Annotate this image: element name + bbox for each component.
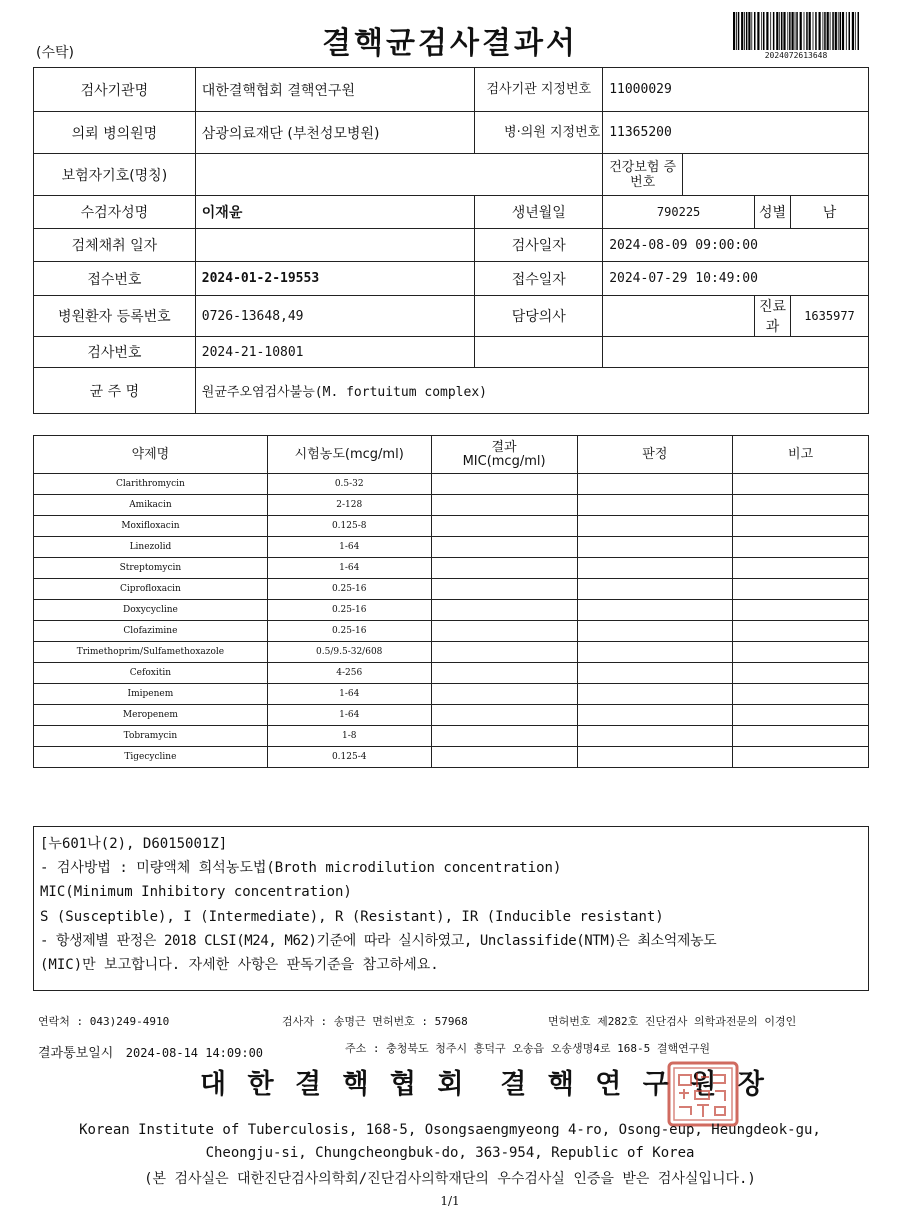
drug-row: [34, 600, 869, 621]
lab-code-value: 11000029: [603, 68, 869, 112]
drug-mic: [431, 705, 577, 726]
insurer-label: 보험자기호(명칭): [34, 154, 196, 196]
drug-range: 0.125-8: [267, 516, 431, 537]
clinic-label: 의뢰 병의원명: [34, 112, 196, 154]
header-note: 비고: [733, 436, 869, 474]
drug-note: [733, 495, 869, 516]
patient-info-table: [33, 67, 869, 414]
header-range: 시험농도(mcg/ml): [267, 436, 431, 474]
drug-range: 2-128: [267, 495, 431, 516]
test-no-value: 2024-21-10801: [195, 337, 475, 368]
drug-row: [34, 747, 869, 768]
dept-value: 1635977: [790, 296, 868, 337]
notes-box: [33, 826, 869, 991]
drug-name: Cefoxitin: [34, 663, 268, 684]
drug-mic: [431, 516, 577, 537]
drug-row: [34, 474, 869, 495]
lab-code-label: 검사기관 지정번호: [475, 68, 603, 112]
drug-row: [34, 684, 869, 705]
institute-name: 대 한 결 핵 협 회 결 핵 연 구 원 장: [200, 1069, 770, 1100]
drug-interp: [577, 684, 733, 705]
drug-row: [34, 495, 869, 516]
tester-info: 검사자 : 송명근 면허번호 : 57968: [282, 1015, 468, 1028]
drug-mic: [431, 621, 577, 642]
reg-no-value: 0726-13648,49: [195, 296, 475, 337]
drug-mic: [431, 600, 577, 621]
receipt-date-value: 2024-07-29 10:49:00: [603, 262, 869, 296]
drug-interp: [577, 495, 733, 516]
accession-label: 접수번호: [34, 262, 196, 296]
collect-date-label: 검체채취 일자: [34, 229, 196, 262]
drug-name: Tigecycline: [34, 747, 268, 768]
drug-name: Ciprofloxacin: [34, 579, 268, 600]
sex-value: 남: [790, 196, 868, 229]
drug-mic: [431, 579, 577, 600]
drug-name: Moxifloxacin: [34, 516, 268, 537]
drug-interp: [577, 747, 733, 768]
insurer-value: [195, 154, 602, 196]
drug-note: [733, 705, 869, 726]
drug-range: 0.25-16: [267, 579, 431, 600]
drug-interp: [577, 558, 733, 579]
test-no-label: 검사번호: [34, 337, 196, 368]
organism-value: 원균주오염검사불능(M. fortuitum complex): [195, 368, 868, 414]
drug-note: [733, 642, 869, 663]
drug-range: 1-64: [267, 537, 431, 558]
drug-row: [34, 663, 869, 684]
drug-note: [733, 621, 869, 642]
accession-value: 2024-01-2-19553: [195, 262, 475, 296]
document-title: 결핵균검사결과서: [322, 26, 578, 61]
drug-interp: [577, 474, 733, 495]
certification-note: (본 검사실은 대한진단검사의학회/진단검사의학재단의 우수검사실 인증을 받은 검사실입니다.): [144, 1171, 756, 1187]
dept-label: 진료과: [755, 296, 791, 337]
doctor-value: [603, 296, 755, 337]
contact-info: 연락처 : 043)249-4910: [38, 1015, 170, 1028]
address-kr: 주소 : 충청북도 청주시 흥덕구 오송읍 오송생명4로 168-5 결핵연구원: [345, 1042, 710, 1055]
drug-interp: [577, 579, 733, 600]
drug-interp: [577, 663, 733, 684]
drug-range: 4-256: [267, 663, 431, 684]
drug-row: [34, 642, 869, 663]
receipt-date-label: 접수일자: [475, 262, 603, 296]
sex-label: 성별: [755, 196, 791, 229]
drug-range: 1-8: [267, 726, 431, 747]
clinic-value: 삼광의료재단 (부천성모병원): [195, 112, 475, 154]
drug-name: Meropenem: [34, 705, 268, 726]
organism-label: 균 주 명: [34, 368, 196, 414]
address-en-line1: Korean Institute of Tuberculosis, 168-5, Osongsaengmyeong 4-ro, Osong-eup, Heungdeok-gu,: [79, 1122, 821, 1138]
drug-interp: [577, 642, 733, 663]
drug-note: [733, 558, 869, 579]
barcode: [732, 12, 860, 50]
notify-label: 결과통보일시: [38, 1046, 114, 1061]
header-mic: [431, 436, 577, 474]
birth-value: 790225: [603, 196, 755, 229]
drug-interp: [577, 726, 733, 747]
health-no-label: 건강보험 증번호: [603, 154, 683, 196]
drug-range: 0.125-4: [267, 747, 431, 768]
collect-date-value: [195, 229, 475, 262]
birth-label: 생년월일: [475, 196, 603, 229]
drug-name: Imipenem: [34, 684, 268, 705]
drug-interp: [577, 705, 733, 726]
drug-row: [34, 621, 869, 642]
drug-range: 0.5/9.5-32/608: [267, 642, 431, 663]
drug-mic: [431, 474, 577, 495]
drug-mic: [431, 537, 577, 558]
drug-note: [733, 579, 869, 600]
drug-susceptibility-table: [33, 435, 869, 768]
note-line: - 검사방법 : 미량액체 희석농도법(Broth microdilution concentration): [40, 860, 562, 877]
drug-name: Tobramycin: [34, 726, 268, 747]
address-en-line2: Cheongju-si, Chungcheongbuk-do, 363-954, Republic of Korea: [205, 1145, 695, 1161]
lab-name-label: 검사기관명: [34, 68, 196, 112]
drug-range: 1-64: [267, 684, 431, 705]
test-date-label: 검사일자: [475, 229, 603, 262]
drug-range: 0.25-16: [267, 600, 431, 621]
drug-row: [34, 516, 869, 537]
drug-row: [34, 579, 869, 600]
doctor-label: 담당의사: [475, 296, 603, 337]
drug-mic: [431, 558, 577, 579]
barcode-number: 2024072613648: [764, 51, 828, 60]
drug-interp: [577, 600, 733, 621]
drug-interp: [577, 537, 733, 558]
drug-note: [733, 537, 869, 558]
drug-note: [733, 516, 869, 537]
notify-value: 2024-08-14 14:09:00: [125, 1046, 264, 1060]
note-line: S (Susceptible), I (Intermediate), R (Resistant), IR (Inducible resistant): [40, 908, 664, 925]
note-line: (MIC)만 보고합니다. 자세한 사항은 판독기준을 참고하세요.: [40, 957, 439, 974]
receipt-mark: (수탁): [36, 45, 74, 61]
header-mic-line1: 결과: [491, 439, 517, 455]
drug-mic: [431, 642, 577, 663]
drug-interp: [577, 621, 733, 642]
drug-range: 0.5-32: [267, 474, 431, 495]
drug-mic: [431, 684, 577, 705]
drug-name: Clofazimine: [34, 621, 268, 642]
drug-name: Amikacin: [34, 495, 268, 516]
lab-name-value: 대한결핵협회 결핵연구원: [195, 68, 475, 112]
patient-name-label: 수검자성명: [34, 196, 196, 229]
drug-note: [733, 663, 869, 684]
specialist-info: 면허번호 제282호 진단검사 의학과전문의 이경인: [548, 1015, 797, 1028]
notify-date: [38, 1042, 263, 1061]
health-no-value: [683, 154, 869, 196]
note-line: MIC(Minimum Inhibitory concentration): [40, 884, 352, 901]
header-drug: 약제명: [34, 436, 268, 474]
note-line: [누601나(2), D6015001Z]: [40, 836, 228, 852]
page-number: 1/1: [440, 1194, 460, 1208]
drug-note: [733, 747, 869, 768]
clinic-code-label: 병·의원 지정번호: [475, 112, 603, 154]
official-seal-icon: [667, 1061, 739, 1127]
drug-range: 1-64: [267, 705, 431, 726]
empty-cell: [603, 337, 869, 368]
drug-note: [733, 726, 869, 747]
drug-name: Trimethoprim/Sulfamethoxazole: [34, 642, 268, 663]
drug-mic: [431, 726, 577, 747]
header-interp: 판정: [577, 436, 733, 474]
drug-note: [733, 600, 869, 621]
test-date-value: 2024-08-09 09:00:00: [603, 229, 869, 262]
note-line: - 항생제별 판정은 2018 CLSI(M24, M62)기준에 따라 실시하였고, Unclassifide(NTM)은 최소억제농도: [40, 932, 717, 949]
drug-row: [34, 558, 869, 579]
drug-name: Streptomycin: [34, 558, 268, 579]
drug-name: Linezolid: [34, 537, 268, 558]
empty-cell: [475, 337, 603, 368]
drug-range: 0.25-16: [267, 621, 431, 642]
drug-note: [733, 684, 869, 705]
drug-row: [34, 705, 869, 726]
drug-mic: [431, 747, 577, 768]
drug-mic: [431, 495, 577, 516]
drug-range: 1-64: [267, 558, 431, 579]
drug-name: Doxycycline: [34, 600, 268, 621]
drug-mic: [431, 663, 577, 684]
drug-interp: [577, 516, 733, 537]
drug-row: [34, 537, 869, 558]
drug-note: [733, 474, 869, 495]
header-mic-line2: MIC(mcg/ml): [462, 453, 546, 469]
clinic-code-value: 11365200: [603, 112, 869, 154]
patient-name-value: 이재윤: [195, 196, 475, 229]
drug-row: [34, 726, 869, 747]
reg-no-label: 병원환자 등록번호: [34, 296, 196, 337]
drug-name: Clarithromycin: [34, 474, 268, 495]
